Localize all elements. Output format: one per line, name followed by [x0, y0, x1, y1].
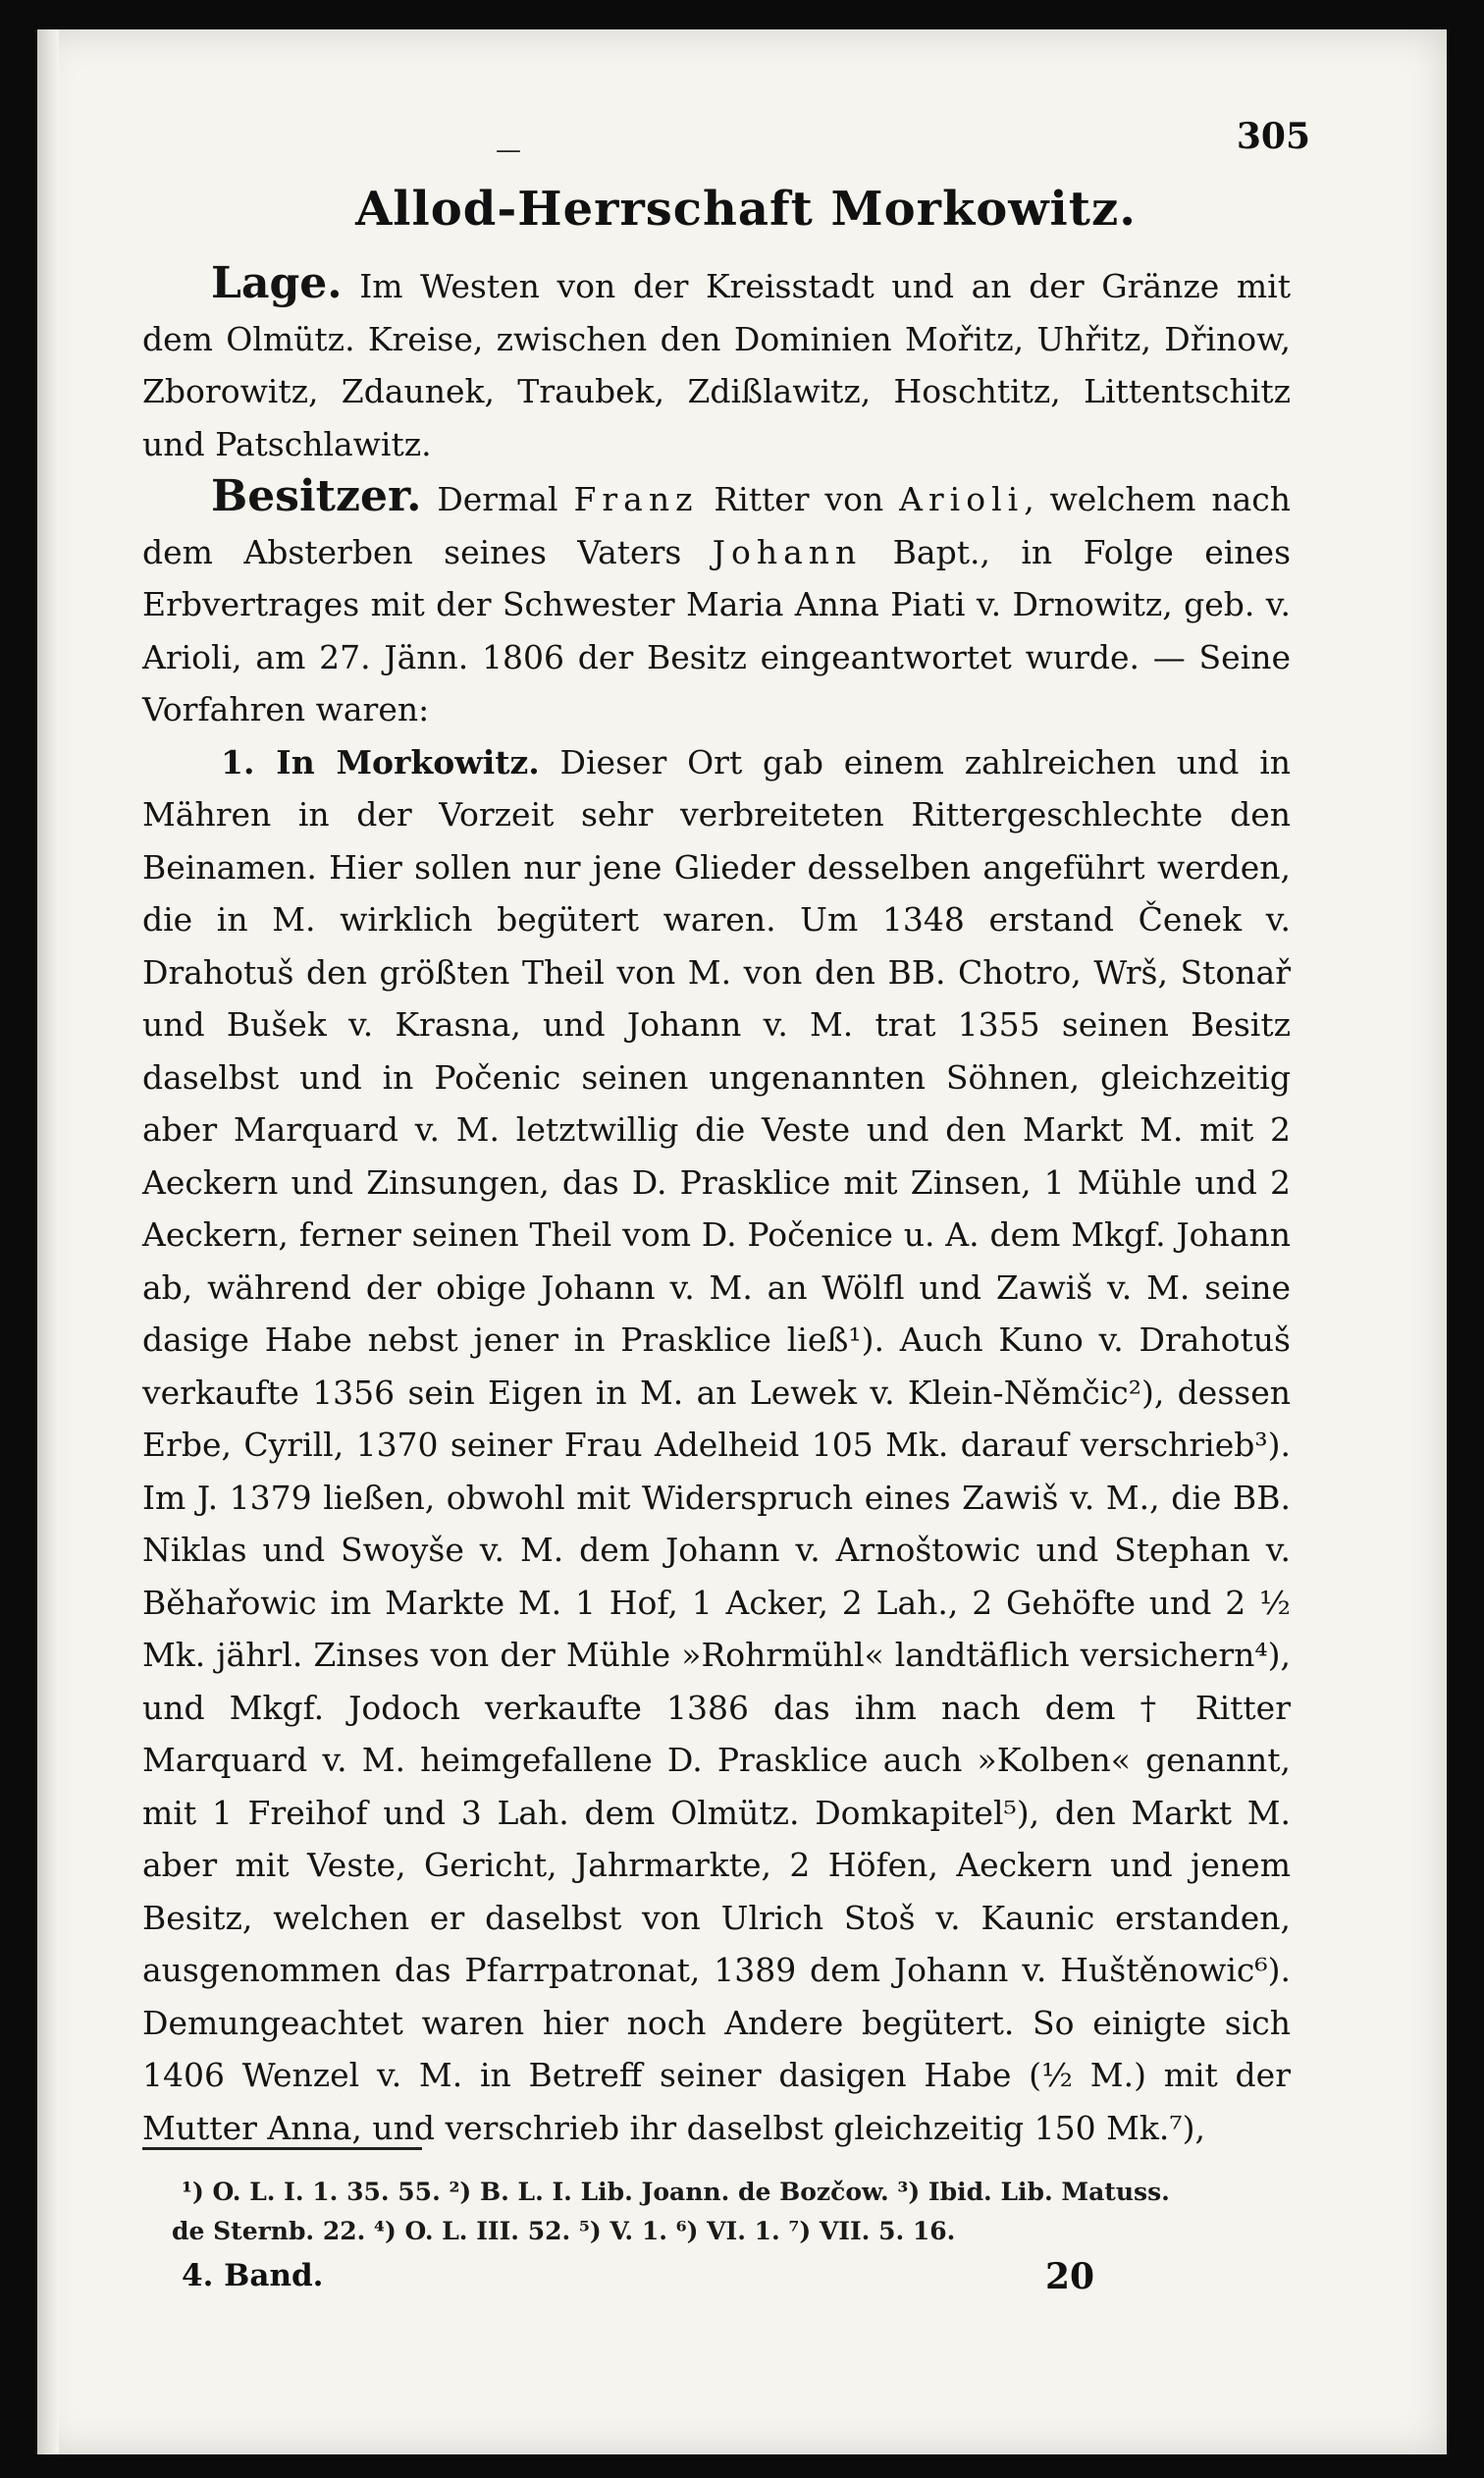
footnote-line-2: de Sternb. 22. ⁴) O. L. III. 52. ⁵) V. 1. ⁶) VI. 1. ⁷) VII. 5. 16. — [172, 2217, 956, 2245]
section-lage — [142, 257, 1291, 470]
volume-signature: 4. Band. — [182, 2258, 324, 2293]
page-number: 305 — [1236, 116, 1310, 157]
besitzer-text-2: Ritter von — [698, 480, 900, 518]
page-gutter-shadow — [37, 29, 59, 2454]
besitzer-name-arioli: Arioli — [899, 480, 1025, 518]
besitzer-name-franz: Franz — [573, 480, 699, 518]
header-ornament: — — [496, 135, 521, 165]
page-title: Allod-Herrschaft Morkowitz. — [355, 182, 1137, 237]
section-lead-lage: Lage. — [211, 258, 343, 308]
section-text-history: Dieser Ort gab einem zahlreichen und in Mähren in der Vorzeit sehr verbreiteten Rittergeschlechte den Beinamen. Hier sollen nur jene Glieder desselben angeführt werden, die in M. wirklich begütert waren. Um 1348 erstand Čenek v. Drahotuš den größten Theil von M. von den BB. Chotro, Wrš, Stonař und Bušek v. Krasna, und Johann v. M. trat 1355 seinen Besitz daselbst und in Počenic seinen ungenannten Söhnen, gleichzeitig aber Marquard v. M. letztwillig die Veste und den Markt M. mit 2 Aeckern und Zinsungen, das D. Prasklice mit Zinsen, 1 Mühle und 2 Aeckern, ferner seinen Theil vom D. Počenice u. A. dem Mkgf. Johann ab, während der obige Johann v. M. an Wölfl und Zawiš v. M. seine dasige Habe nebst jener in Prasklice ließ¹). Auch Kuno v. Drahotuš verkaufte 1356 sein Eigen in M. an Lewek v. Klein-Němčic²), dessen Erbe, Cyrill, 1370 seiner Frau Adelheid 105 Mk. darauf verschrieb³). Im J. 1379 ließen, obwohl mit Widerspruch eines Zawiš v. M., die BB. Niklas und Swoyše v. M. dem Johann v. Arnoštowic und Stephan v. Běhařowic im Markte M. 1 Hof, 1 Acker, 2 Lah., 2 Gehöfte und 2 ½ Mk. jährl. Zinses von der Mühle »Rohrmühl« landtäflich versichern⁴), und Mkgf. Jodoch verkaufte 1386 das ihm nach dem † Ritter Marquard v. M. heimgefallene D. Prasklice auch »Kolben« genannt, mit 1 Freihof und 3 Lah. dem Olmütz. Domkapitel⁵), den Markt M. aber mit Veste, Gericht, Jahrmarkte, 2 Höfen, Aeckern und jenem Besitz, welchen er daselbst von Ulrich Stoš v. Kaunic erstanden, ausgenommen das Pfarrpatronat, 1389 dem Johann v. Huštěnowic⁶). Demungeachtet waren hier noch Andere begütert. So einigte sich 1406 Wenzel v. M. in Betreff seiner dasigen Habe (½ M.) mit der Mutter Anna, und verschrieb ihr daselbst gleichzeitig 150 Mk.⁷), — [142, 742, 1292, 2147]
main-text — [142, 257, 1291, 2154]
footnote-divider — [142, 2147, 422, 2150]
besitzer-text-4: Bapt., in Folge eines Erbvertrages mit der Schwester Maria Anna Piati v. Drnowitz, geb. v. Arioli, am 27. Jänn. 1806 der Besitz eingeantwortet wurde. — Seine Vorfahren waren: — [142, 532, 1292, 728]
section-text-lage: Im Westen von der Kreisstadt und an der Gränze mit dem Olmütz. Kreise, zwischen den Dominien Mořitz, Uhřitz, Dřinow, Zborowitz, Zdaunek, Traubek, Zdißlawitz, Hoschtitz, Littentschitz und Patschlawitz. — [142, 267, 1291, 463]
section-history — [142, 736, 1291, 2155]
sheet-signature: 20 — [1045, 2256, 1095, 2297]
besitzer-name-johann: Johann — [712, 532, 863, 571]
footnotes — [172, 2173, 1291, 2251]
section-lead-history: 1. In Morkowitz. — [221, 742, 540, 781]
section-lead-besitzer: Besitzer. — [211, 471, 422, 521]
besitzer-text-3: , welchem nach dem Absterben seines Vaters — [142, 480, 1291, 571]
besitzer-text-1: Dermal — [437, 480, 574, 518]
section-besitzer — [142, 470, 1291, 736]
footnote-line-1: ¹) O. L. I. 1. 35. 55. ²) B. L. I. Lib. Joann. de Bozčow. ³) Ibid. Lib. Matuss. — [182, 2178, 1170, 2206]
